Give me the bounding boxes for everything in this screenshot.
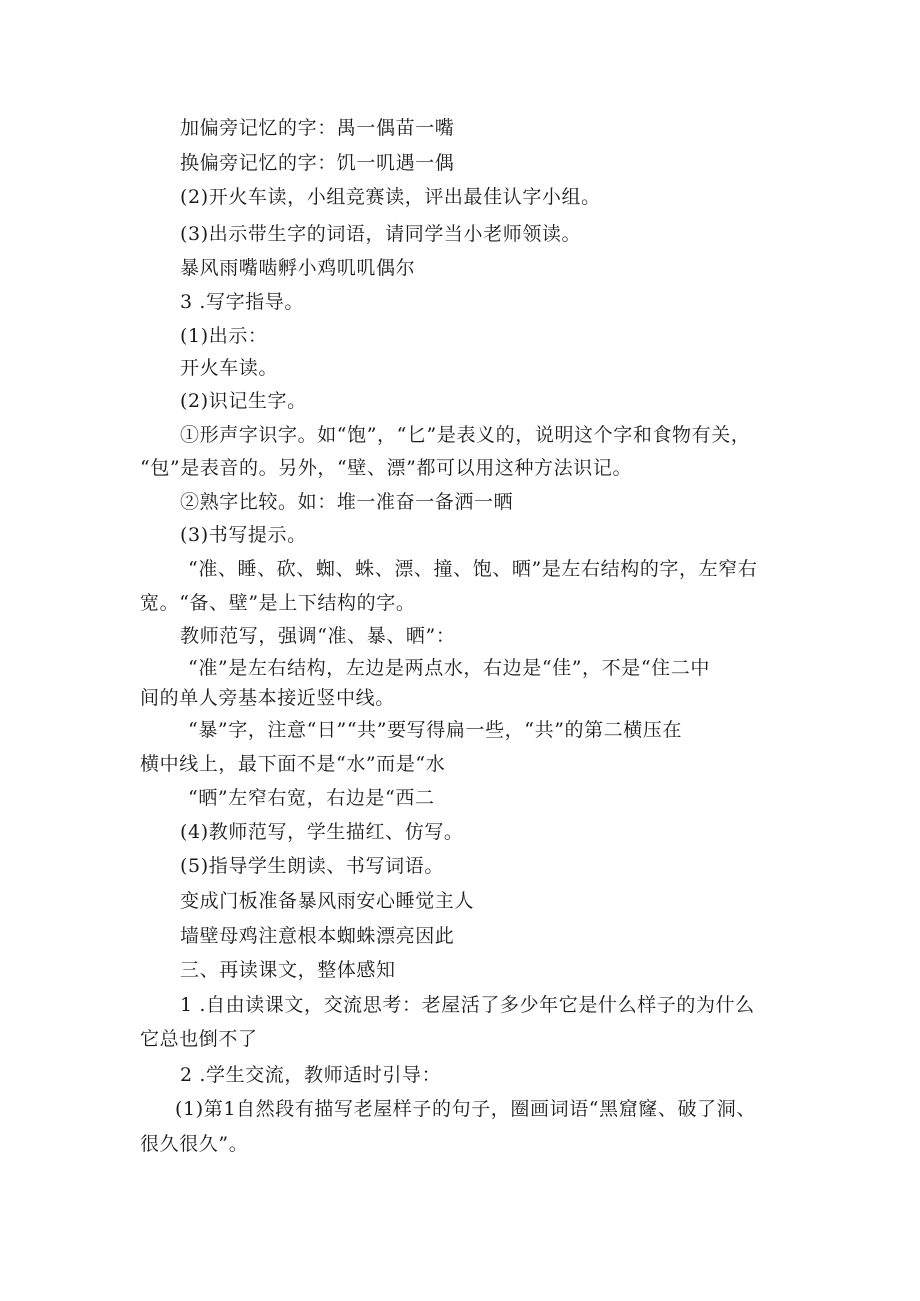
text-line: (3)出示带生字的词语，请同学当小老师领读。 (180, 223, 582, 245)
text-line: (4)教师范写，学生描红、仿写。 (180, 821, 464, 843)
text-line: “准、睡、砍、蜘、蛛、漂、撞、饱、晒”是左右结构的字，左窄右 (188, 558, 758, 580)
text-line: (2)开火车读，小组竞赛读，评出最佳认字小组。 (180, 186, 601, 208)
text-line: 它总也倒不了 (140, 1028, 258, 1050)
text-line: 墙壁母鸡注意根本蜘蛛漂亮因此 (180, 925, 455, 947)
text-line: 3 .写字指导。 (180, 291, 304, 313)
text-line: “包”是表音的。另外，“壁、漂”都可以用这种方法识记。 (140, 457, 633, 479)
text-line: ①形声字识字。如“饱”，“匕”是表义的，说明这个字和食物有关， (180, 424, 751, 446)
text-line: 2 .学生交流，教师适时引导： (180, 1064, 442, 1086)
text-line: 开火车读。 (180, 357, 279, 379)
text-line: 加偏旁记忆的字：禺一偶苗一嘴 (180, 117, 455, 139)
text-line: (3)书写提示。 (180, 524, 307, 546)
text-line: ②熟字比较。如：堆一准奋一备洒一晒 (180, 491, 514, 513)
text-line: 间的单人旁基本接近竖中线。 (140, 687, 395, 709)
text-line: “暴”字，注意“日”“共”要写得扁一些，“共”的第二横压在 (188, 719, 683, 741)
text-line: 变成门板准备暴风雨安心睡觉主人 (180, 890, 475, 912)
text-line: (2)识记生字。 (180, 390, 307, 412)
text-line: (5)指导学生朗读、书写词语。 (180, 855, 444, 877)
text-line: 三、再读课文，整体感知 (180, 959, 396, 981)
text-line: 宽。“备、壁”是上下结构的字。 (140, 592, 416, 614)
text-line: (1)出示： (180, 325, 268, 347)
text-line: 横中线上，最下面不是“水”而是“水 (140, 753, 446, 775)
text-line: (1)第1自然段有描写老屋样子的句子，圈画词语“黑窟窿、破了洞、 (175, 1098, 756, 1120)
text-line: 教师范写，强调“准、暴、晒”： (180, 625, 456, 647)
text-line: “准”是左右结构，左边是两点水，右边是“佳”，不是“住二中 (188, 657, 710, 679)
text-line: “晒”左窄右宽，右边是“西二 (188, 787, 435, 809)
text-line: 暴风雨嘴啮孵小鸡叽叽偶尔 (180, 257, 416, 279)
text-line: 很久很久”。 (140, 1133, 249, 1155)
text-line: 换偏旁记忆的字：饥一叽遇一偶 (180, 152, 455, 174)
text-line: 1 .自由读课文，交流思考：老屋活了多少年它是什么样子的为什么 (180, 994, 755, 1016)
